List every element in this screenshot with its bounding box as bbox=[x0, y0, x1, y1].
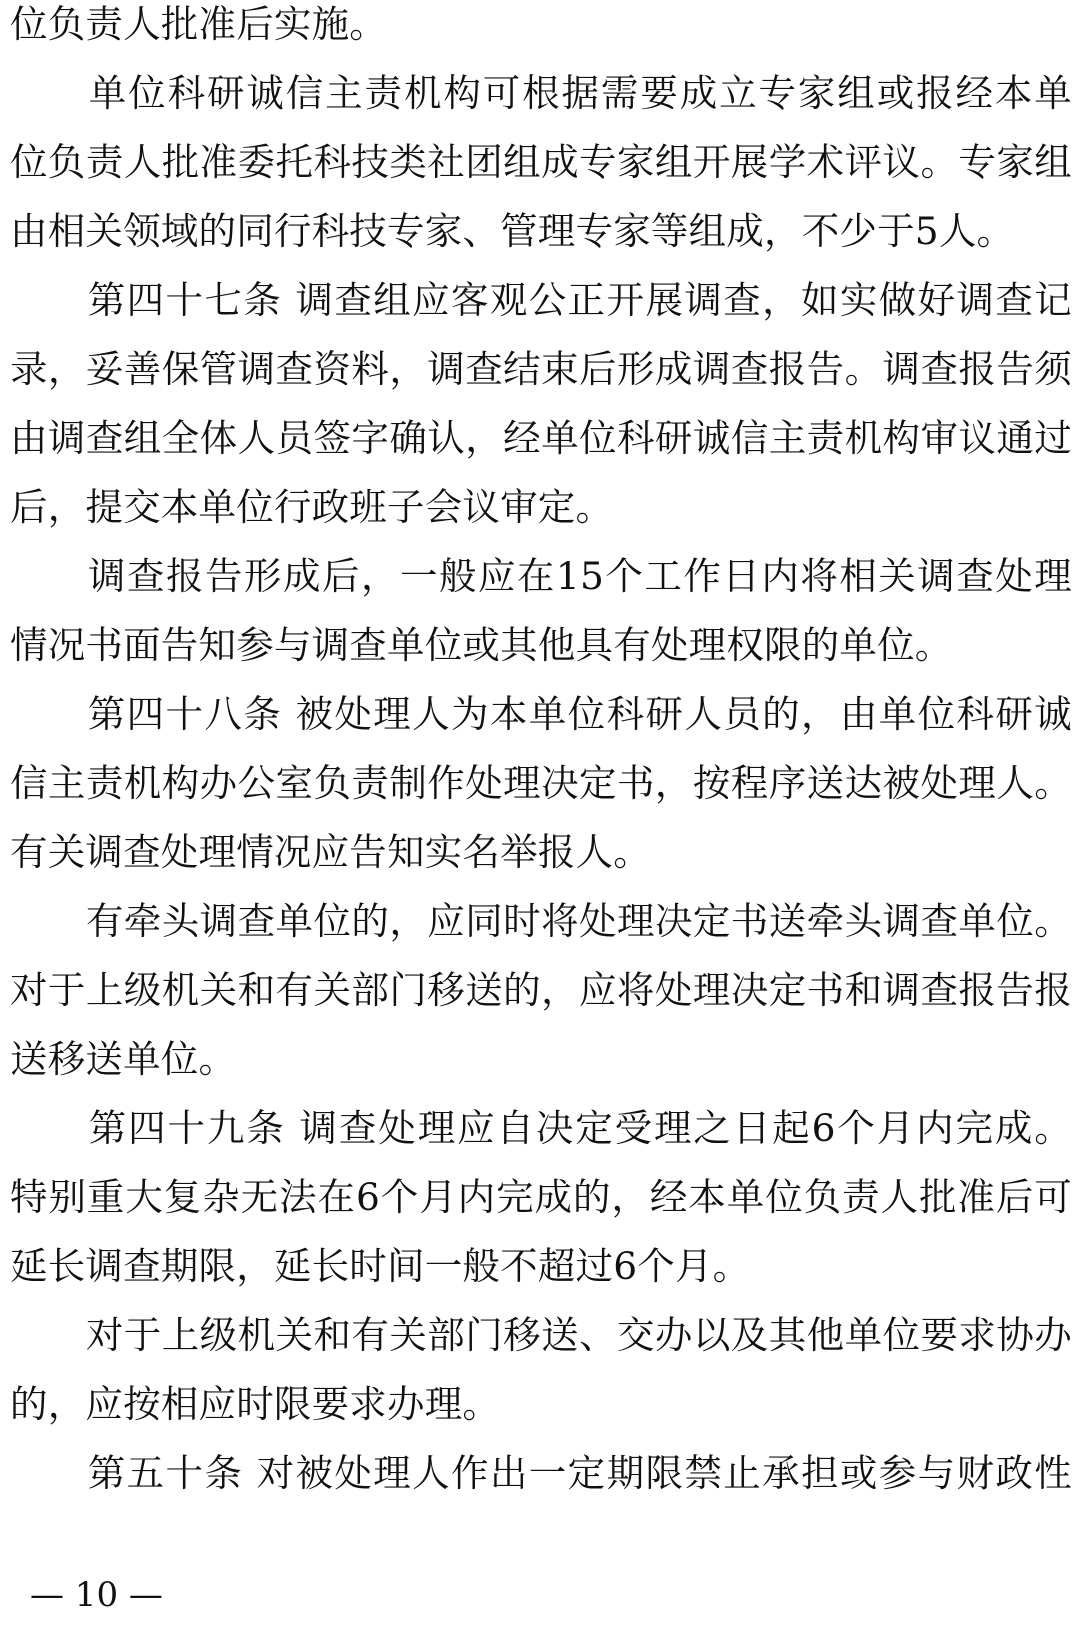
text-line-12: 信主责机构办公室负责制作处理决定书，按程序送达被处理人。 bbox=[10, 761, 1072, 805]
text-line-9: 调查报告形成后，一般应在15个工作日内将相关调查处理 bbox=[10, 554, 1072, 598]
text-line-18: 特别重大复杂无法在6个月内完成的，经本单位负责人批准后可 bbox=[10, 1175, 1072, 1219]
text-line-16: 送移送单位。 bbox=[10, 1037, 237, 1081]
text-line-2: 单位科研诚信主责机构可根据需要成立专家组或报经本单 bbox=[10, 71, 1072, 115]
text-line-15: 对于上级机关和有关部门移送的，应将处理决定书和调查报告报 bbox=[10, 968, 1072, 1012]
text-line-7: 由调查组全体人员签字确认，经单位科研诚信主责机构审议通过 bbox=[10, 416, 1072, 460]
text-line-19: 延长调查期限，延长时间一般不超过6个月。 bbox=[10, 1244, 751, 1288]
text-line-10: 情况书面告知参与调查单位或其他具有处理权限的单位。 bbox=[10, 623, 953, 667]
text-line-8: 后，提交本单位行政班子会议审定。 bbox=[10, 485, 614, 529]
text-line-11: 第四十八条 被处理人为本单位科研人员的，由单位科研诚 bbox=[10, 692, 1072, 736]
text-line-6: 录，妥善保管调查资料，调查结束后形成调查报告。调查报告须 bbox=[10, 347, 1072, 391]
text-line-5: 第四十七条 调查组应客观公正开展调查，如实做好调查记 bbox=[10, 278, 1072, 322]
text-line-20: 对于上级机关和有关部门移送、交办以及其他单位要求协办 bbox=[10, 1313, 1072, 1357]
text-line-3: 位负责人批准委托科技类社团组成专家组开展学术评议。专家组 bbox=[10, 140, 1072, 184]
text-line-13: 有关调查处理情况应告知实名举报人。 bbox=[10, 830, 651, 874]
text-line-21: 的，应按相应时限要求办理。 bbox=[10, 1382, 501, 1426]
text-line-4: 由相关领域的同行科技专家、管理专家等组成，不少于5人。 bbox=[10, 209, 1015, 253]
text-line-17: 第四十九条 调查处理应自决定受理之日起6个月内完成。 bbox=[10, 1106, 1072, 1150]
text-line-22: 第五十条 对被处理人作出一定期限禁止承担或参与财政性 bbox=[10, 1451, 1072, 1495]
text-line-14: 有牵头调查单位的，应同时将处理决定书送牵头调查单位。 bbox=[10, 899, 1072, 943]
page-number: — 10 — bbox=[30, 1575, 163, 1615]
text-line-1: 位负责人批准后实施。 bbox=[10, 2, 387, 46]
